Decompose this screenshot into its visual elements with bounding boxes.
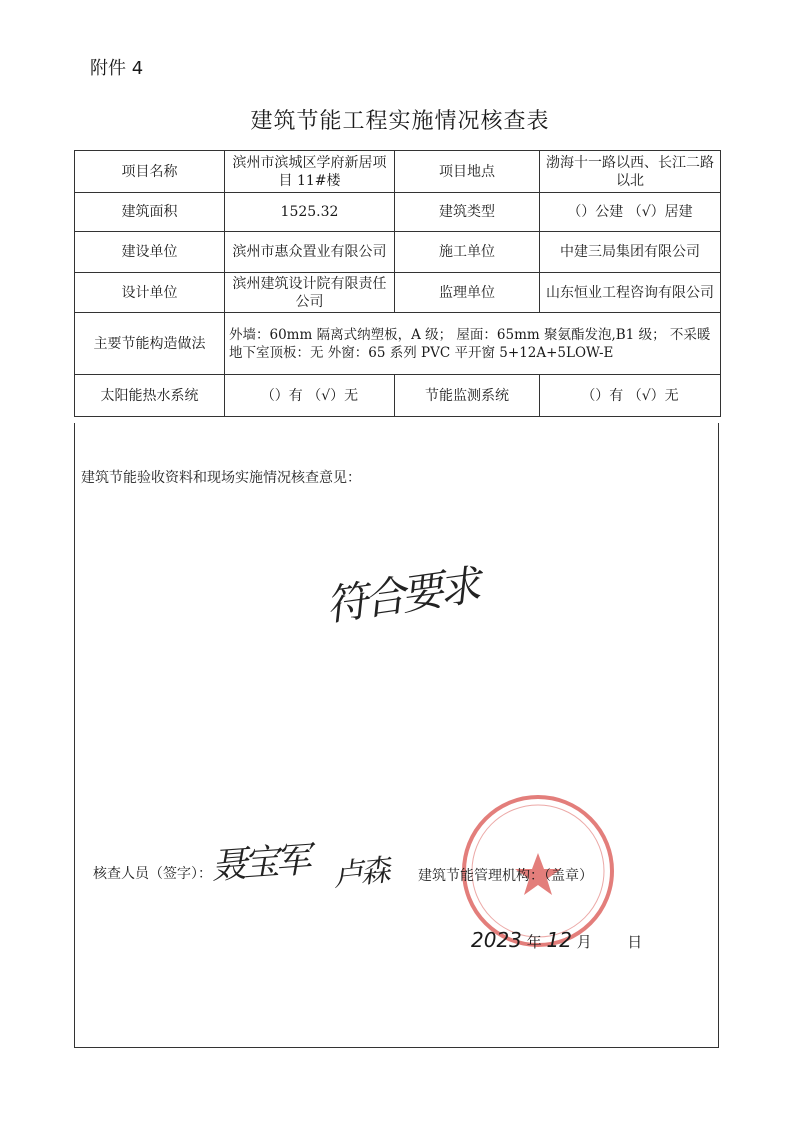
contractor-value: 中建三局集团有限公司 xyxy=(540,232,721,273)
opinion-section xyxy=(74,423,719,1048)
table-row xyxy=(75,232,721,273)
date-month: 12 xyxy=(546,928,572,952)
contractor-label: 施工单位 xyxy=(395,232,540,273)
authority-label: 建筑节能管理机构：（盖章） xyxy=(418,868,593,884)
building-type-value: （）公建 （√）居建 xyxy=(540,193,721,232)
table-row xyxy=(75,193,721,232)
project-location-value: 渤海十一路以西、长江二路以北 xyxy=(540,151,721,193)
inspector-signature-2: 卢森 xyxy=(331,853,390,894)
table-row xyxy=(75,375,721,417)
designer-value: 滨州建筑设计院有限责任公司 xyxy=(225,273,395,313)
project-name-value: 滨州市滨城区学府新居项目 11#楼 xyxy=(225,151,395,193)
owner-label: 建设单位 xyxy=(75,232,225,273)
sign-date xyxy=(471,928,642,952)
monitoring-value: （）有 （√）无 xyxy=(540,375,721,417)
building-type-label: 建筑类型 xyxy=(395,193,540,232)
info-table xyxy=(74,150,721,417)
table-row xyxy=(75,313,721,375)
monitoring-label: 节能监测系统 xyxy=(395,375,540,417)
construction-value: 外墙：60mm 隔离式纳塑板，A 级； 屋面：65mm 聚氨酯发泡,B1 级； 不采暖地下室顶板：无 外窗：65 系列 PVC 平开窗 5+12A+5LOW-E xyxy=(225,313,721,375)
solar-label: 太阳能热水系统 xyxy=(75,375,225,417)
table-row xyxy=(75,151,721,193)
supervisor-value: 山东恒业工程咨询有限公司 xyxy=(540,273,721,313)
inspector-label: 核查人员（签字）： xyxy=(93,866,212,882)
project-location-label: 项目地点 xyxy=(395,151,540,193)
date-year: 2023 xyxy=(471,928,522,952)
supervisor-label: 监理单位 xyxy=(395,273,540,313)
form-title: 建筑节能工程实施情况核查表 xyxy=(250,109,550,134)
date-day-unit: 日 xyxy=(627,933,643,951)
owner-value: 滨州市惠众置业有限公司 xyxy=(225,232,395,273)
table-row xyxy=(75,273,721,313)
date-year-unit: 年 xyxy=(526,933,542,951)
floor-area-value: 1525.32 xyxy=(225,193,395,232)
attachment-label: 附件 4 xyxy=(90,58,144,79)
project-name-label: 项目名称 xyxy=(75,151,225,193)
construction-label: 主要节能构造做法 xyxy=(75,313,225,375)
opinion-label: 建筑节能验收资料和现场实施情况核查意见： xyxy=(81,470,361,486)
handwritten-opinion: 符合要求 xyxy=(322,560,481,631)
floor-area-label: 建筑面积 xyxy=(75,193,225,232)
date-month-unit: 月 xyxy=(576,933,592,951)
solar-value: （）有 （√）无 xyxy=(225,375,395,417)
inspector-signature-1: 聂宝军 xyxy=(209,839,309,888)
designer-label: 设计单位 xyxy=(75,273,225,313)
